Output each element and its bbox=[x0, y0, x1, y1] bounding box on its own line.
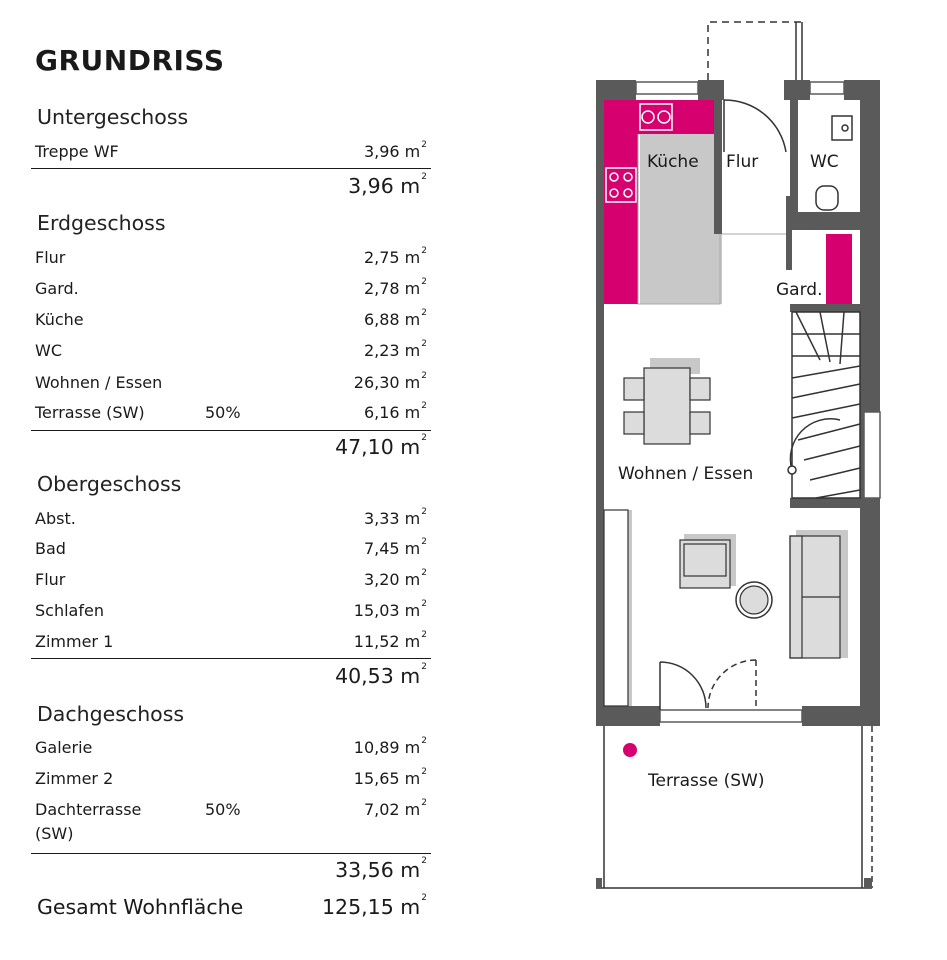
grand-total-label: Gesamt Wohnfläche bbox=[37, 895, 244, 919]
room-label-kueche: Küche bbox=[647, 152, 699, 172]
dining-set bbox=[624, 368, 710, 444]
room-area: 15,03 bbox=[353, 601, 400, 620]
room-name: Flur bbox=[35, 248, 66, 267]
room-area: 2,23 bbox=[363, 341, 400, 360]
room-label-wohnen: Wohnen / Essen bbox=[618, 464, 754, 484]
area-row: Flur 2,75 $m^2$ bbox=[35, 246, 427, 267]
room-label-terrasse: Terrasse (SW) bbox=[648, 771, 765, 791]
grand-total-value: 125,15 $m^2$ bbox=[322, 893, 427, 919]
section-heading-erdgeschoss: Erdgeschoss bbox=[37, 211, 166, 235]
area-row: Zimmer 1 11,52 $m^2$ bbox=[35, 630, 427, 651]
room-name: Terrasse (SW) bbox=[35, 403, 145, 422]
section-total: 33,56 $m^2$ bbox=[335, 856, 427, 882]
room-name: Schlafen bbox=[35, 601, 104, 620]
area-row: Galerie 10,89 $m^2$ bbox=[35, 736, 427, 757]
area-row: Abst. 3,33 $m^2$ bbox=[35, 507, 427, 528]
room-label-wc: WC bbox=[810, 152, 839, 172]
area-row: WC 2,23 $m^2$ bbox=[35, 339, 427, 360]
section-heading-obergeschoss: Obergeschoss bbox=[37, 472, 182, 496]
room-area: 11,52 bbox=[353, 632, 400, 651]
room-name: Dachterrasse bbox=[35, 800, 142, 819]
room-area: 3,96 bbox=[363, 142, 400, 161]
room-area: 3,33 bbox=[363, 509, 400, 528]
room-area: 7,45 bbox=[363, 539, 400, 558]
room-name: WC bbox=[35, 341, 62, 360]
area-row: Zimmer 2 15,65 $m^2$ bbox=[35, 767, 427, 788]
sideboard bbox=[604, 510, 628, 706]
area-row: Küche 6,88 $m^2$ bbox=[35, 308, 427, 329]
area-row: Bad 7,45 $m^2$ bbox=[35, 537, 427, 558]
room-name-line2: (SW) bbox=[35, 824, 74, 843]
section-total: 40,53 $m^2$ bbox=[335, 662, 427, 688]
room-name: Zimmer 2 bbox=[35, 769, 114, 788]
room-label-gard: Gard. bbox=[776, 280, 823, 300]
room-name: Galerie bbox=[35, 738, 93, 757]
room-share: 50% bbox=[205, 800, 241, 819]
room-name: Gard. bbox=[35, 279, 79, 298]
living-furniture bbox=[680, 536, 840, 658]
area-row: Schlafen 15,03 $m^2$ bbox=[35, 599, 427, 620]
area-row: Flur 3,20 $m^2$ bbox=[35, 568, 427, 589]
room-label-flur: Flur bbox=[726, 152, 759, 172]
room-name: Bad bbox=[35, 539, 66, 558]
room-name: Zimmer 1 bbox=[35, 632, 114, 651]
staircase bbox=[788, 312, 860, 498]
terrace bbox=[596, 726, 872, 888]
room-area: 2,78 bbox=[363, 279, 400, 298]
room-area: 3,20 bbox=[363, 570, 400, 589]
terrace-marker-icon bbox=[623, 743, 637, 757]
area-row: Terrasse (SW) 50% 6,16 $m^2$ bbox=[35, 401, 427, 422]
terrace-doors bbox=[660, 660, 756, 710]
area-row: Dachterrasse (SW) 50% 7,02 $m^2$ bbox=[35, 798, 427, 843]
room-area: 15,65 bbox=[353, 769, 400, 788]
room-area: 6,88 bbox=[363, 310, 400, 329]
room-name: Wohnen / Essen bbox=[35, 373, 163, 392]
area-row: Wohnen / Essen 26,30 $m^2$ bbox=[35, 371, 427, 392]
room-area: 2,75 bbox=[363, 248, 400, 267]
room-name: Treppe WF bbox=[35, 142, 119, 161]
room-area: 10,89 bbox=[353, 738, 400, 757]
section-heading-untergeschoss: Untergeschoss bbox=[37, 105, 189, 129]
room-area: 6,16 bbox=[363, 403, 400, 422]
page-title: GRUNDRISS bbox=[35, 44, 225, 77]
section-total: 3,96 $m^2$ bbox=[348, 172, 427, 198]
room-name: Flur bbox=[35, 570, 66, 589]
area-row: Gard. 2,78 $m^2$ bbox=[35, 277, 427, 298]
room-name: Küche bbox=[35, 310, 84, 329]
room-name: Abst. bbox=[35, 509, 76, 528]
room-share: 50% bbox=[205, 403, 241, 422]
section-total: 47,10 $m^2$ bbox=[335, 433, 427, 459]
area-row: Treppe WF 3,96 $m^2$ bbox=[35, 140, 427, 161]
room-area: 26,30 bbox=[353, 373, 400, 392]
room-area: 7,02 bbox=[363, 800, 400, 819]
section-heading-dachgeschoss: Dachgeschoss bbox=[37, 702, 185, 726]
